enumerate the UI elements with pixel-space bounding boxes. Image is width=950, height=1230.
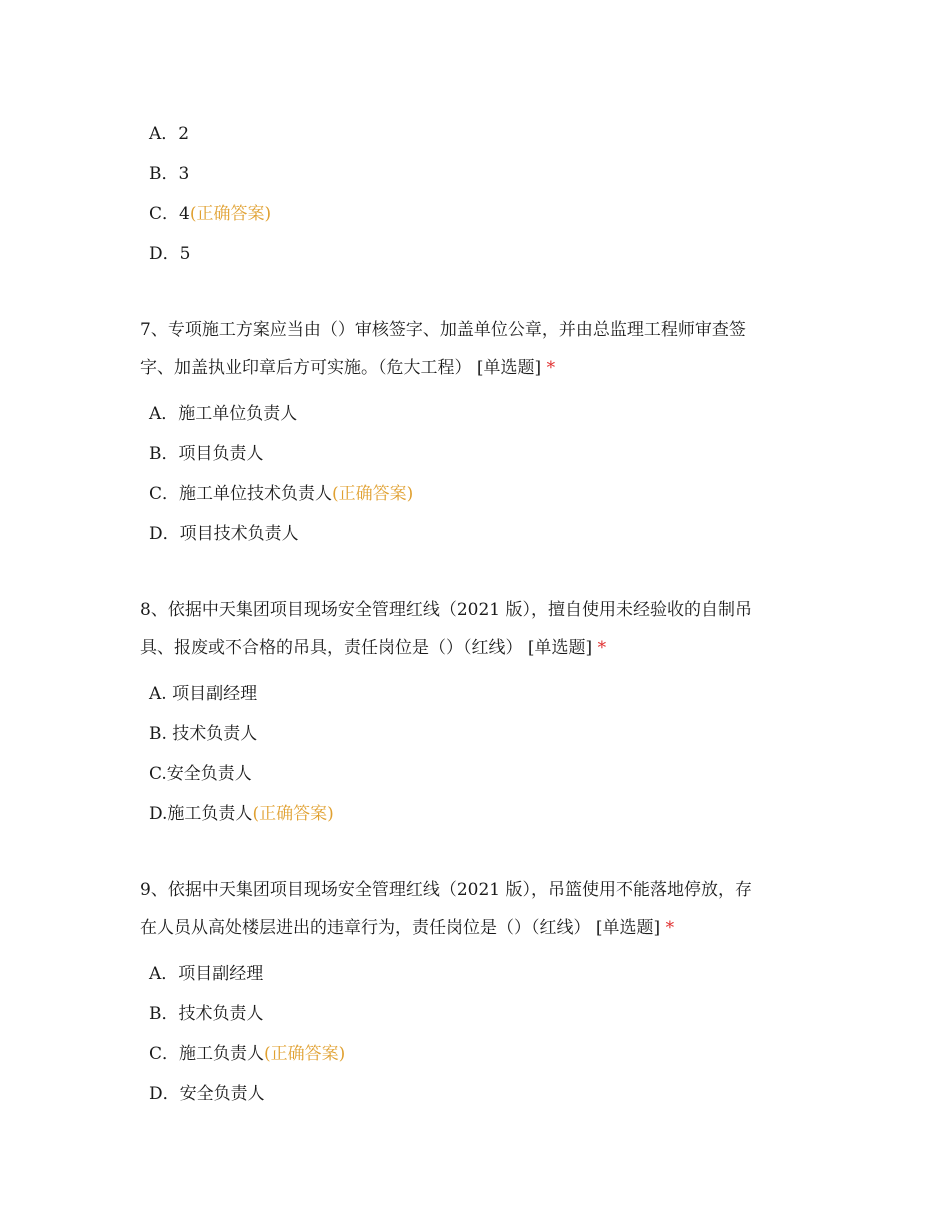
option-label: C．4 bbox=[149, 204, 190, 224]
option-label: D.施工负责人 bbox=[149, 804, 253, 824]
option-q7-d bbox=[149, 522, 299, 546]
option-q8-d bbox=[149, 802, 334, 826]
option-label: D．5 bbox=[149, 244, 191, 264]
option-label: B．技术负责人 bbox=[149, 1004, 264, 1024]
option-q8-c bbox=[149, 762, 252, 786]
option-q7-c bbox=[149, 482, 413, 506]
question-type-tag: [单选题] bbox=[527, 638, 593, 658]
option-q8-b bbox=[149, 722, 257, 746]
correct-answer-tag: (正确答案) bbox=[252, 804, 334, 824]
question-type-tag: [单选题] bbox=[476, 358, 542, 378]
question-7-text-line-2 bbox=[140, 355, 555, 381]
correct-answer-tag: (正确答案) bbox=[332, 484, 414, 504]
option-q7-b bbox=[149, 442, 264, 466]
option-label: A. 项目副经理 bbox=[149, 684, 258, 704]
option-label: D．项目技术负责人 bbox=[149, 524, 299, 544]
option-q6-a bbox=[149, 122, 189, 146]
correct-answer-tag: (正确答案) bbox=[264, 1044, 346, 1064]
question-9-text-line-1: 9、依据中天集团项目现场安全管理红线（2021 版），吊篮使用不能落地停放，存 bbox=[140, 880, 752, 900]
option-q8-a bbox=[149, 682, 257, 706]
option-q9-c bbox=[149, 1042, 345, 1066]
option-label: B．3 bbox=[149, 164, 190, 184]
option-label: D．安全负责人 bbox=[149, 1084, 265, 1104]
option-label: A．施工单位负责人 bbox=[149, 404, 298, 424]
correct-answer-tag: (正确答案) bbox=[189, 204, 272, 224]
question-7-text-line-1: 7、专项施工方案应当由（）审核签字、加盖单位公章，并由总监理工程师审查签 bbox=[140, 320, 746, 340]
option-label: C．施工负责人 bbox=[149, 1044, 265, 1064]
question-text: 具、报废或不合格的吊具，责任岗位是（）（红线） bbox=[140, 638, 523, 658]
option-label: B．项目负责人 bbox=[149, 444, 264, 464]
option-q9-b bbox=[149, 1002, 264, 1026]
required-mark: * bbox=[665, 918, 675, 938]
option-q6-b bbox=[149, 162, 189, 186]
question-type-tag: [单选题] bbox=[595, 918, 661, 938]
option-q6-c bbox=[149, 202, 271, 226]
question-9-text-line-2 bbox=[140, 915, 674, 941]
option-label: B. 技术负责人 bbox=[149, 724, 258, 744]
question-8-text-line-1: 8、依据中天集团项目现场安全管理红线（2021 版），擅自使用未经验收的自制吊 bbox=[140, 600, 752, 620]
option-label: C.安全负责人 bbox=[149, 764, 252, 784]
option-q6-d bbox=[149, 242, 190, 266]
option-label: A．项目副经理 bbox=[149, 964, 264, 984]
option-q7-a bbox=[149, 402, 297, 426]
question-text: 字、加盖执业印章后方可实施。（危大工程） bbox=[140, 358, 472, 378]
question-8-text-line-2 bbox=[140, 635, 606, 661]
option-label: C．施工单位技术负责人 bbox=[149, 484, 333, 504]
option-q9-d bbox=[149, 1082, 265, 1106]
required-mark: * bbox=[546, 358, 556, 378]
question-text: 在人员从高处楼层进出的违章行为，责任岗位是（）（红线） bbox=[140, 918, 591, 938]
option-q9-a bbox=[149, 962, 263, 986]
required-mark: * bbox=[597, 638, 607, 658]
option-label: A．2 bbox=[149, 124, 190, 144]
